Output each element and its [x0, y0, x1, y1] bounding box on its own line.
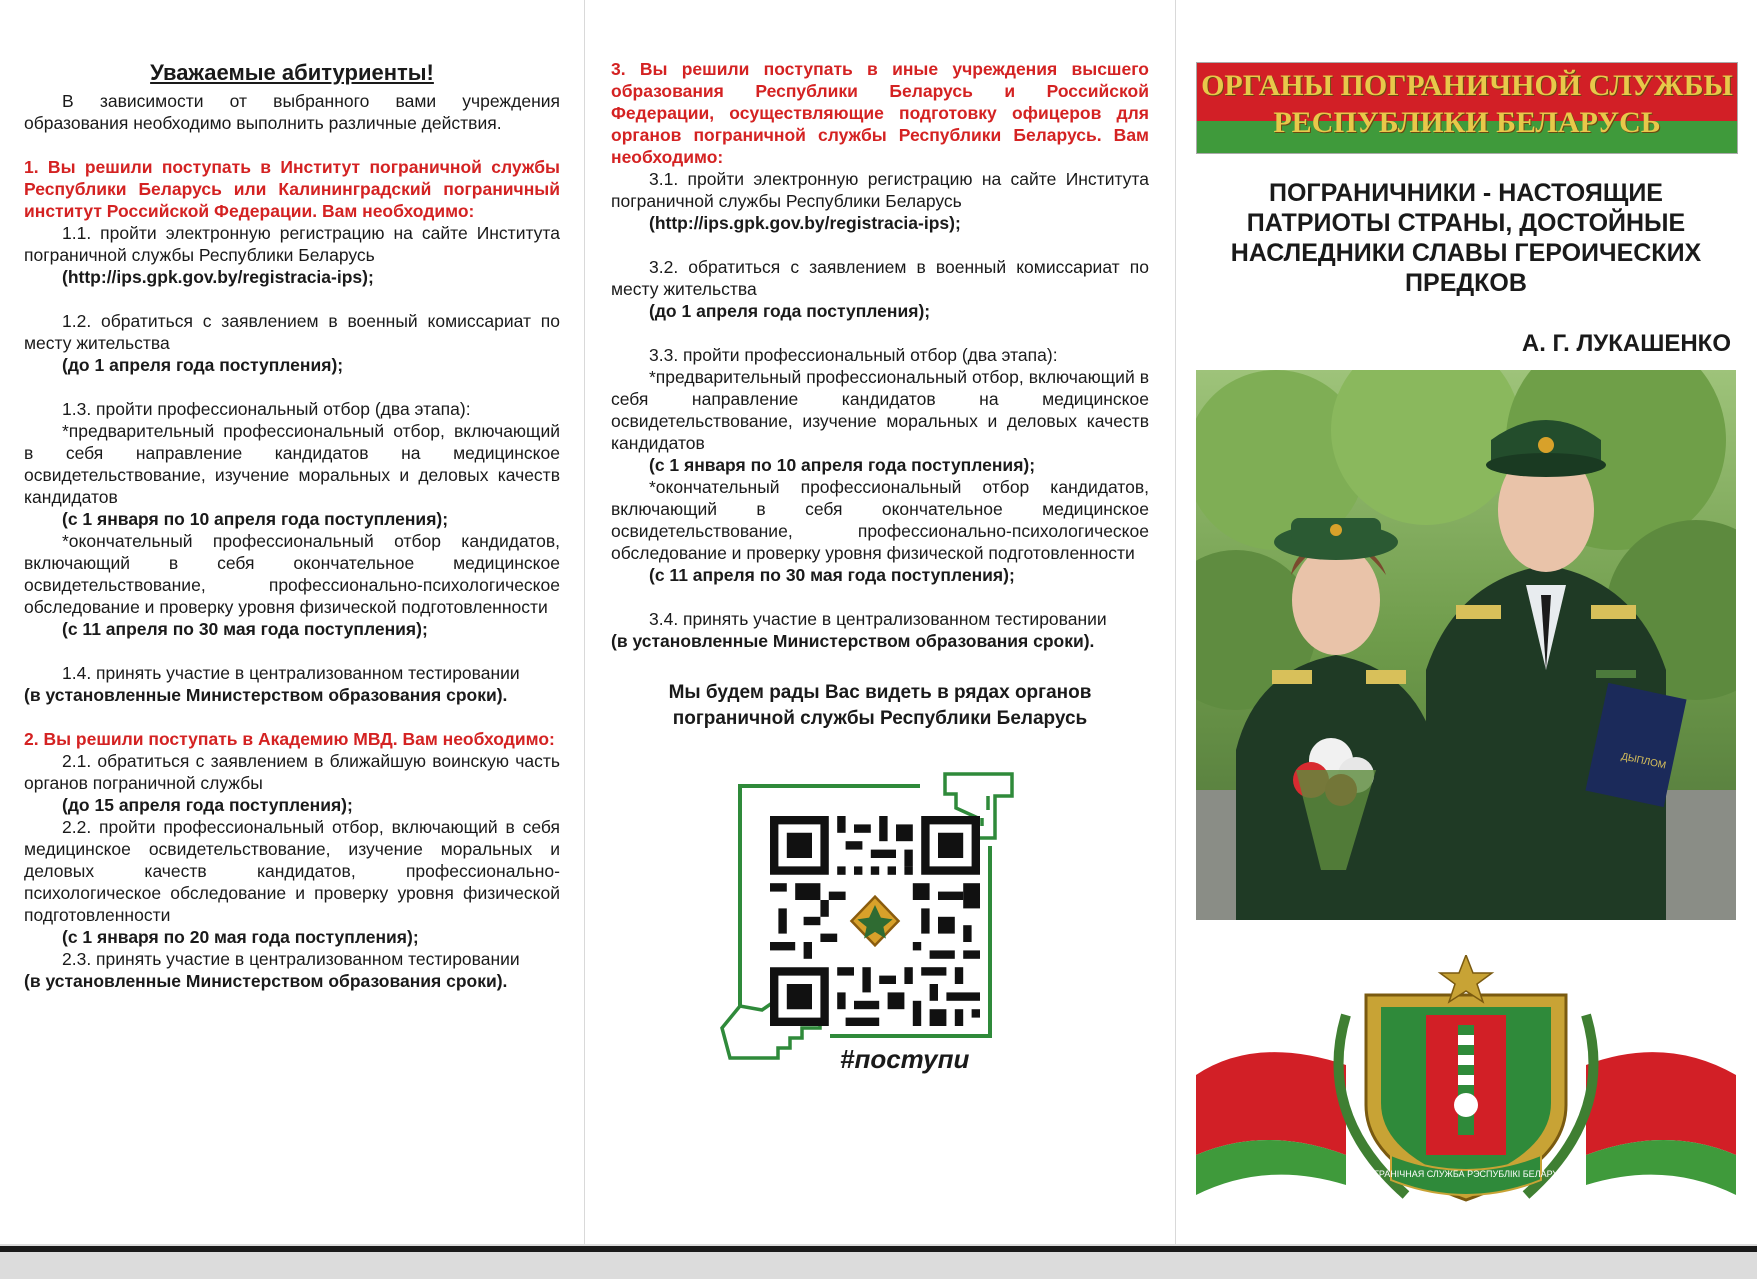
step-3-2: 3.2. обратиться с заявлением в военный комиссариат по месту жительства — [611, 257, 1149, 299]
quote-text: ПОГРАНИЧНИКИ - НАСТОЯЩИЕ ПАТРИОТЫ СТРАНЫ, ДОСТОЙНЫЕ НАСЛЕДНИКИ СЛАВЫ ГЕРОИЧЕСКИХ ПРЕДКОВ — [1230, 179, 1702, 297]
step-2-3-note: (в установленные Министерством образования сроки). — [24, 971, 508, 991]
step-1-1: 1.1. пройти электронную регистрацию на сайте Института пограничной службы Республики Беларусь — [24, 223, 560, 265]
step-3-4-note: (в установленные Министерством образования сроки). — [611, 631, 1095, 651]
panel-middle — [585, 0, 1175, 1244]
step-1-2-date: (до 1 апреля года поступления); — [62, 355, 344, 375]
step-3-4: 3.4. принять участие в централизованном тестировании — [649, 609, 1107, 629]
scan-bottom-line — [0, 1246, 1757, 1252]
step-1-1-link: (http://ips.gpk.gov.by/registracia-ips); — [62, 267, 374, 287]
greeting-heading: Уважаемые абитуриенты! — [150, 60, 434, 85]
section-1-heading: 1. Вы решили поступать в Институт пограничной службы Республики Беларусь или Калининградский пограничный институт Российской Федерации. Вам необходимо: — [24, 157, 560, 221]
step-1-4-note: (в установленные Министерством образования сроки). — [24, 685, 508, 705]
step-1-4: 1.4. принять участие в централизованном тестировании — [62, 663, 520, 683]
step-1-3-preliminary-date: (с 1 января по 10 апреля года поступления); — [62, 509, 449, 529]
diploma-label: ДЫПЛОМ — [1620, 751, 1667, 772]
banner-title: ОРГАНЫ ПОГРАНИЧНОЙ СЛУЖБЫ РЕСПУБЛИКИ БЕЛАРУСЬ — [1201, 69, 1733, 139]
quote-author: А. Г. ЛУКАШЕНКО — [1521, 330, 1731, 357]
step-3-3-preliminary: *предварительный профессиональный отбор, включающий в себя направление кандидатов на медицинское освидетельствование, изучение моральных и деловых качеств кандидатов — [611, 367, 1149, 453]
intro-text: В зависимости от выбранного вами учреждения образования необходимо выполнить различные действия. — [24, 91, 560, 133]
border-service-emblem — [1196, 955, 1736, 1215]
qr-block — [720, 766, 1040, 1086]
step-2-1-date: (до 15 апреля года поступления); — [62, 795, 353, 815]
step-3-3-final-date: (с 11 апреля по 30 мая года поступления); — [649, 565, 1015, 585]
step-1-2: 1.2. обратиться с заявлением в военный комиссариат по месту жительства — [24, 311, 560, 353]
hashtag-label: #поступи — [840, 1044, 970, 1074]
step-1-3-final: *окончательный профессиональный отбор кандидатов, включающий в себя окончательное медицинское освидетельствование, профессионально-психологическое обследование и проверку уровня физической подготовленности — [24, 531, 560, 617]
section-2-heading: 2. Вы решили поступать в Академию МВД. Вам необходимо: — [24, 729, 555, 749]
qr-code-icon[interactable] — [770, 816, 980, 1026]
step-3-1: 3.1. пройти электронную регистрацию на сайте Института пограничной службы Республики Беларусь — [611, 169, 1149, 211]
panel-left — [0, 0, 584, 1244]
step-3-3-final: *окончательный профессиональный отбор кандидатов, включающий в себя окончательное медицинское освидетельствование, профессионально-психологическое обследование и проверку уровня физической подготовленности — [611, 477, 1149, 563]
step-3-3-preliminary-date: (с 1 января по 10 апреля года поступления); — [649, 455, 1036, 475]
title-banner — [1196, 62, 1738, 154]
emblem-label: ПАГРАНІЧНАЯ СЛУЖБА РЭСПУБЛІКІ БЕЛАРУСЬ — [1361, 1169, 1571, 1179]
section-3-heading: 3. Вы решили поступать в иные учреждения высшего образования Республики Беларусь и Российской Федерации, осуществляющие подготовку офицеров для органов пограничной службы Республики Беларусь. Вам необходимо: — [611, 59, 1149, 167]
step-3-3: 3.3. пройти профессиональный отбор (два этапа): — [649, 345, 1058, 365]
step-1-3: 1.3. пройти профессиональный отбор (два этапа): — [62, 399, 471, 419]
step-2-1: 2.1. обратиться с заявлением в ближайшую воинскую часть органов пограничной службы — [24, 751, 560, 793]
emblem-flag-icon — [1196, 955, 1736, 1215]
step-2-2: 2.2. пройти профессиональный отбор, включающий в себя медицинское освидетельствование, изучение моральных и деловых качеств кандидатов, профессионально-психологическое обследование и проверку уровня физической подготовленности — [24, 817, 560, 925]
step-2-3: 2.3. принять участие в централизованном тестировании — [62, 949, 520, 969]
cadets-photo-icon — [1196, 370, 1736, 920]
step-2-2-date: (с 1 января по 20 мая года поступления); — [62, 927, 419, 947]
step-1-3-final-date: (с 11 апреля по 30 мая года поступления); — [62, 619, 428, 639]
step-3-2-date: (до 1 апреля года поступления); — [649, 301, 931, 321]
step-3-1-link: (http://ips.gpk.gov.by/registracia-ips); — [649, 213, 961, 233]
welcome-message: Мы будем рады Вас видеть в рядах органов пограничной службы Республики Беларусь — [668, 682, 1092, 729]
cadets-photo — [1196, 370, 1736, 920]
panel-cover — [1176, 0, 1757, 1244]
step-1-3-preliminary: *предварительный профессиональный отбор, включающий в себя направление кандидатов на медицинское освидетельствование, изучение моральных и деловых качеств кандидатов — [24, 421, 560, 507]
